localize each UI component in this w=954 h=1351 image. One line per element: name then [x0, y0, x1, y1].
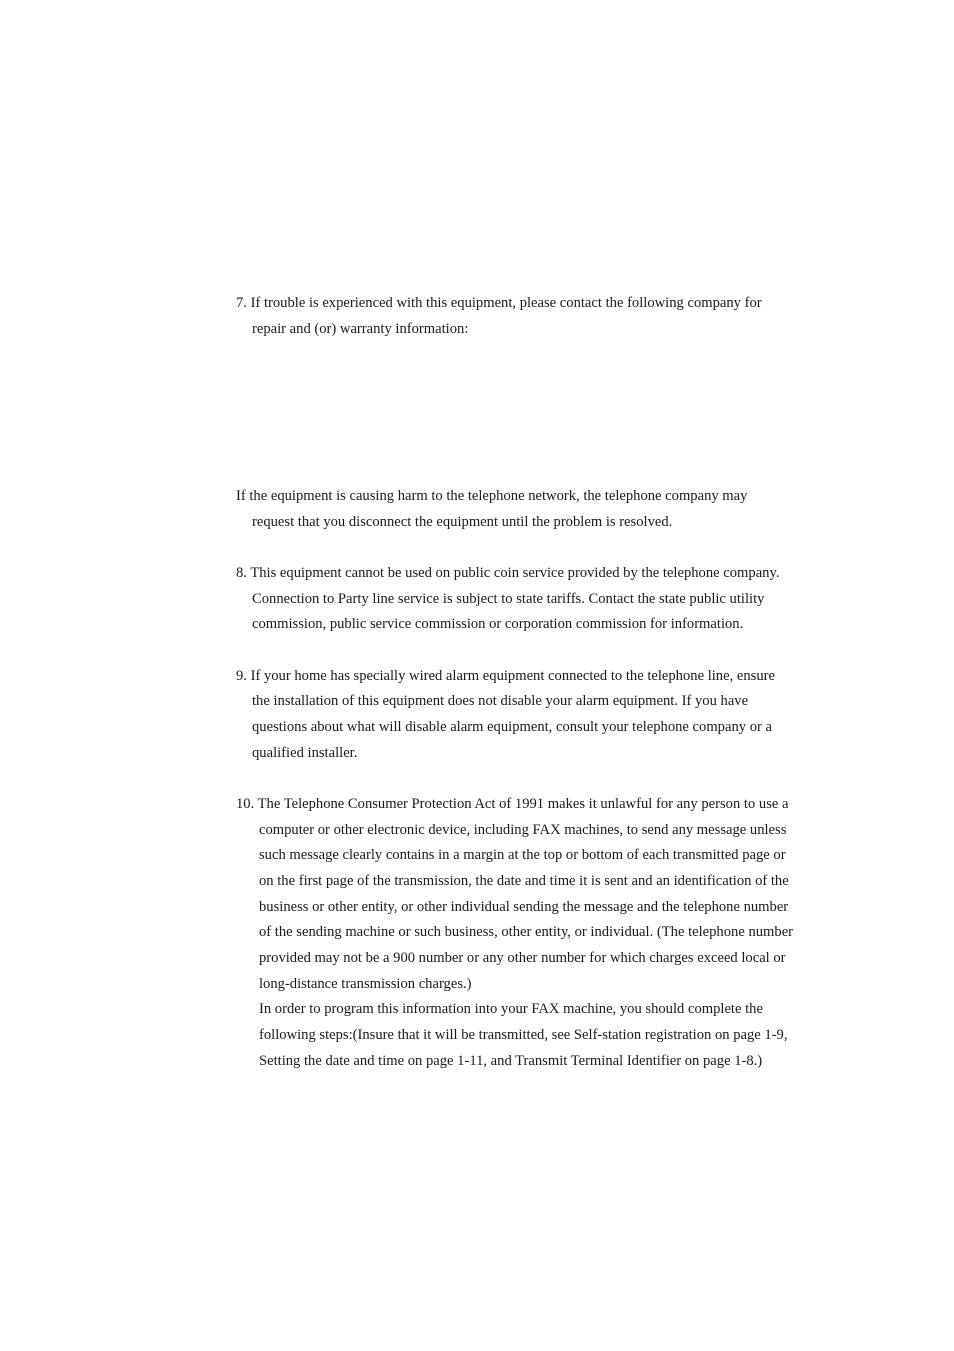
item-7-line-2: repair and (or) warranty information: — [252, 321, 469, 337]
item-9-line-4: qualified installer. — [252, 745, 358, 761]
item-8-line-2: Connection to Party line service is subject to state tariffs. Contact the state public utility — [252, 591, 765, 607]
item-10-line-6: of the sending machine or such business, other entity, or individual. (The telephone number — [259, 924, 794, 940]
item-10-line-11: Setting the date and time on page 1-11, and Transmit Terminal Identifier on page 1-8.) — [259, 1053, 763, 1069]
item-8-line-3: commission, public service commission or corporation commission for information. — [252, 616, 744, 632]
item-10-line-7: provided may not be a 900 number or any other number for which charges exceed local or — [259, 950, 786, 966]
harm-note-line-1: If the equipment is causing harm to the telephone network, the telephone company may — [236, 488, 748, 504]
item-10-line-4: on the first page of the transmission, the date and time it is sent and an identification of the — [259, 873, 789, 889]
item-10-line-8: long-distance transmission charges.) — [259, 976, 472, 992]
item-10-line-1: 10. The Telephone Consumer Protection Act of 1991 makes it unlawful for any person to use a — [236, 796, 789, 812]
item-9-line-3: questions about what will disable alarm equipment, consult your telephone company or a — [252, 719, 772, 735]
item-9-line-1: 9. If your home has specially wired alarm equipment connected to the telephone line, ensure — [236, 668, 775, 684]
item-10-line-9: In order to program this information into your FAX machine, you should complete the — [259, 1001, 763, 1017]
item-10-line-2: computer or other electronic device, including FAX machines, to send any message unless — [259, 822, 787, 838]
item-10-line-5: business or other entity, or other individual sending the message and the telephone number — [259, 899, 789, 915]
item-7-line-1: 7. If trouble is experienced with this equipment, please contact the following company for — [236, 295, 762, 311]
item-8-line-1: 8. This equipment cannot be used on public coin service provided by the telephone company. — [236, 565, 780, 581]
item-10-line-3: such message clearly contains in a margin at the top or bottom of each transmitted page or — [259, 847, 786, 863]
item-9-line-2: the installation of this equipment does not disable your alarm equipment. If you have — [252, 693, 749, 709]
harm-note-line-2: request that you disconnect the equipment until the problem is resolved. — [252, 514, 673, 530]
item-10-line-10: following steps:(Insure that it will be transmitted, see Self-station registration on page 1-9, — [259, 1027, 788, 1043]
